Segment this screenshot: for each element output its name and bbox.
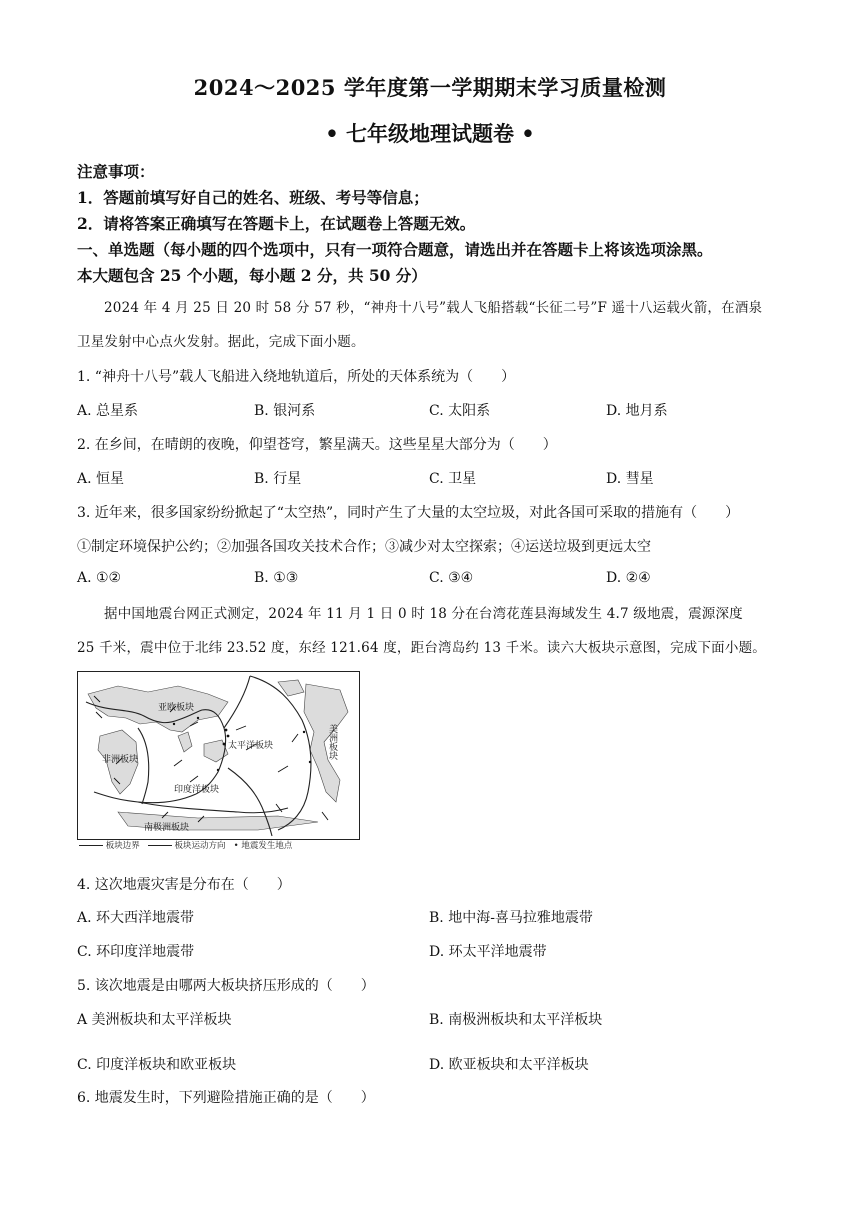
question-1-stem: 1. “神舟十八号”载人飞船进入绕地轨道后，所处的天体系统为（ ） xyxy=(77,369,516,385)
passage-2-line-1: 据中国地震台网正式测定，2024 年 11 月 1 日 0 时 18 分在台湾花莲县海域发生 4.7 级地震，震源深度 xyxy=(104,606,743,622)
question-2-option-d: D. 彗星 xyxy=(606,471,654,487)
passage-1-line-2: 卫星发射中心点火发射。据此，完成下面小题。 xyxy=(77,334,365,350)
question-5-option-b: B. 南极洲板块和太平洋板块 xyxy=(429,1012,603,1028)
question-2-stem: 2. 在乡间，在晴朗的夜晚，仰望苍穹，繁星满天。这些星星大部分为（ ） xyxy=(77,437,557,453)
question-4-option-c: C. 环印度洋地震带 xyxy=(77,944,195,960)
exam-subtitle: • 七年级地理试题卷 • xyxy=(325,121,535,146)
question-2-option-a: A. 恒星 xyxy=(77,471,125,487)
question-3-option-a: A. ①② xyxy=(77,570,122,586)
legend-boundary-label: 板块边界 xyxy=(105,841,140,851)
question-3-option-b: B. ①③ xyxy=(254,570,299,586)
question-4-option-b: B. 地中海-喜马拉雅地震带 xyxy=(429,910,593,926)
question-2-option-c: C. 卫星 xyxy=(429,471,477,487)
question-5-stem: 5. 该次地震是由哪两大板块挤压形成的（ ） xyxy=(77,978,375,994)
question-4-stem: 4. 这次地震灾害是分布在（ ） xyxy=(77,877,291,893)
question-1-option-b: B. 银河系 xyxy=(254,403,316,419)
label-eurasian-plate: 亚欧板块 xyxy=(158,703,195,713)
notice-item-1: 1．答题前填写好自己的姓名、班级、考号等信息； xyxy=(77,188,429,207)
question-3-option-d: D. ②④ xyxy=(606,570,651,586)
question-4-option-a: A. 环大西洋地震带 xyxy=(77,910,195,926)
question-5-option-c: C. 印度洋板块和欧亚板块 xyxy=(77,1057,237,1073)
question-1-option-d: D. 地月系 xyxy=(606,403,668,419)
notice-item-2: 2．请将答案正确填写在答题卡上，在试题卷上答题无效。 xyxy=(77,214,476,233)
legend-arrow-icon xyxy=(148,845,172,846)
tectonic-plate-map xyxy=(77,671,360,840)
question-3-statements: ①制定环境保护公约；②加强各国攻关技术合作；③减少对太空探索；④运送垃圾到更远太空 xyxy=(77,539,651,555)
question-5-option-d: D. 欧亚板块和太平洋板块 xyxy=(429,1057,589,1073)
map-legend xyxy=(79,839,292,851)
label-indian-plate: 印度洋板块 xyxy=(174,785,220,795)
label-pacific-plate: 太平洋板块 xyxy=(228,741,274,751)
passage-2-line-2: 25 千米，震中位于北纬 23.52 度，东经 121.64 度，距台湾岛约 13 千米。读六大板块示意图，完成下面小题。 xyxy=(77,640,766,656)
question-6-stem: 6. 地震发生时，下列避险措施正确的是（ ） xyxy=(77,1090,375,1106)
question-1-option-a: A. 总星系 xyxy=(77,403,139,419)
question-2-option-b: B. 行星 xyxy=(254,471,302,487)
section-heading-line-2: 本大题包含 25 个小题，每小题 2 分，共 50 分） xyxy=(77,266,427,285)
legend-quake-label: 地震发生地点 xyxy=(241,841,293,851)
plate-map-svg xyxy=(78,672,359,839)
legend-direction-label: 板块运动方向 xyxy=(174,841,226,851)
question-4-option-d: D. 环太平洋地震带 xyxy=(429,944,547,960)
notice-heading: 注意事项： xyxy=(77,162,155,181)
passage-1-line-1: 2024 年 4 月 25 日 20 时 58 分 57 秒，“神舟十八号”载人飞船搭载“长征二号”F 遥十八运载火箭，在酒泉 xyxy=(104,300,763,316)
label-american-plate: 美洲板块 xyxy=(327,724,337,760)
label-african-plate: 非洲板块 xyxy=(102,755,139,765)
exam-title: 2024～2025 学年度第一学期期末学习质量检测 xyxy=(193,75,667,100)
question-1-option-c: C. 太阳系 xyxy=(429,403,491,419)
legend-boundary-line-icon xyxy=(79,845,103,846)
section-heading-line-1: 一、单选题（每小题的四个选项中，只有一项符合题意，请选出并在答题卡上将该选项涂黑。 xyxy=(77,240,713,259)
question-3-stem: 3. 近年来，很多国家纷纷掀起了“太空热”，同时产生了大量的太空垃圾，对此各国可采取的措施有（ ） xyxy=(77,505,740,521)
label-antarctic-plate: 南极洲板块 xyxy=(144,823,190,833)
question-5-option-a: A 美洲板块和太平洋板块 xyxy=(77,1012,232,1028)
legend-dot-icon: • xyxy=(233,841,239,851)
question-3-option-c: C. ③④ xyxy=(429,570,474,586)
